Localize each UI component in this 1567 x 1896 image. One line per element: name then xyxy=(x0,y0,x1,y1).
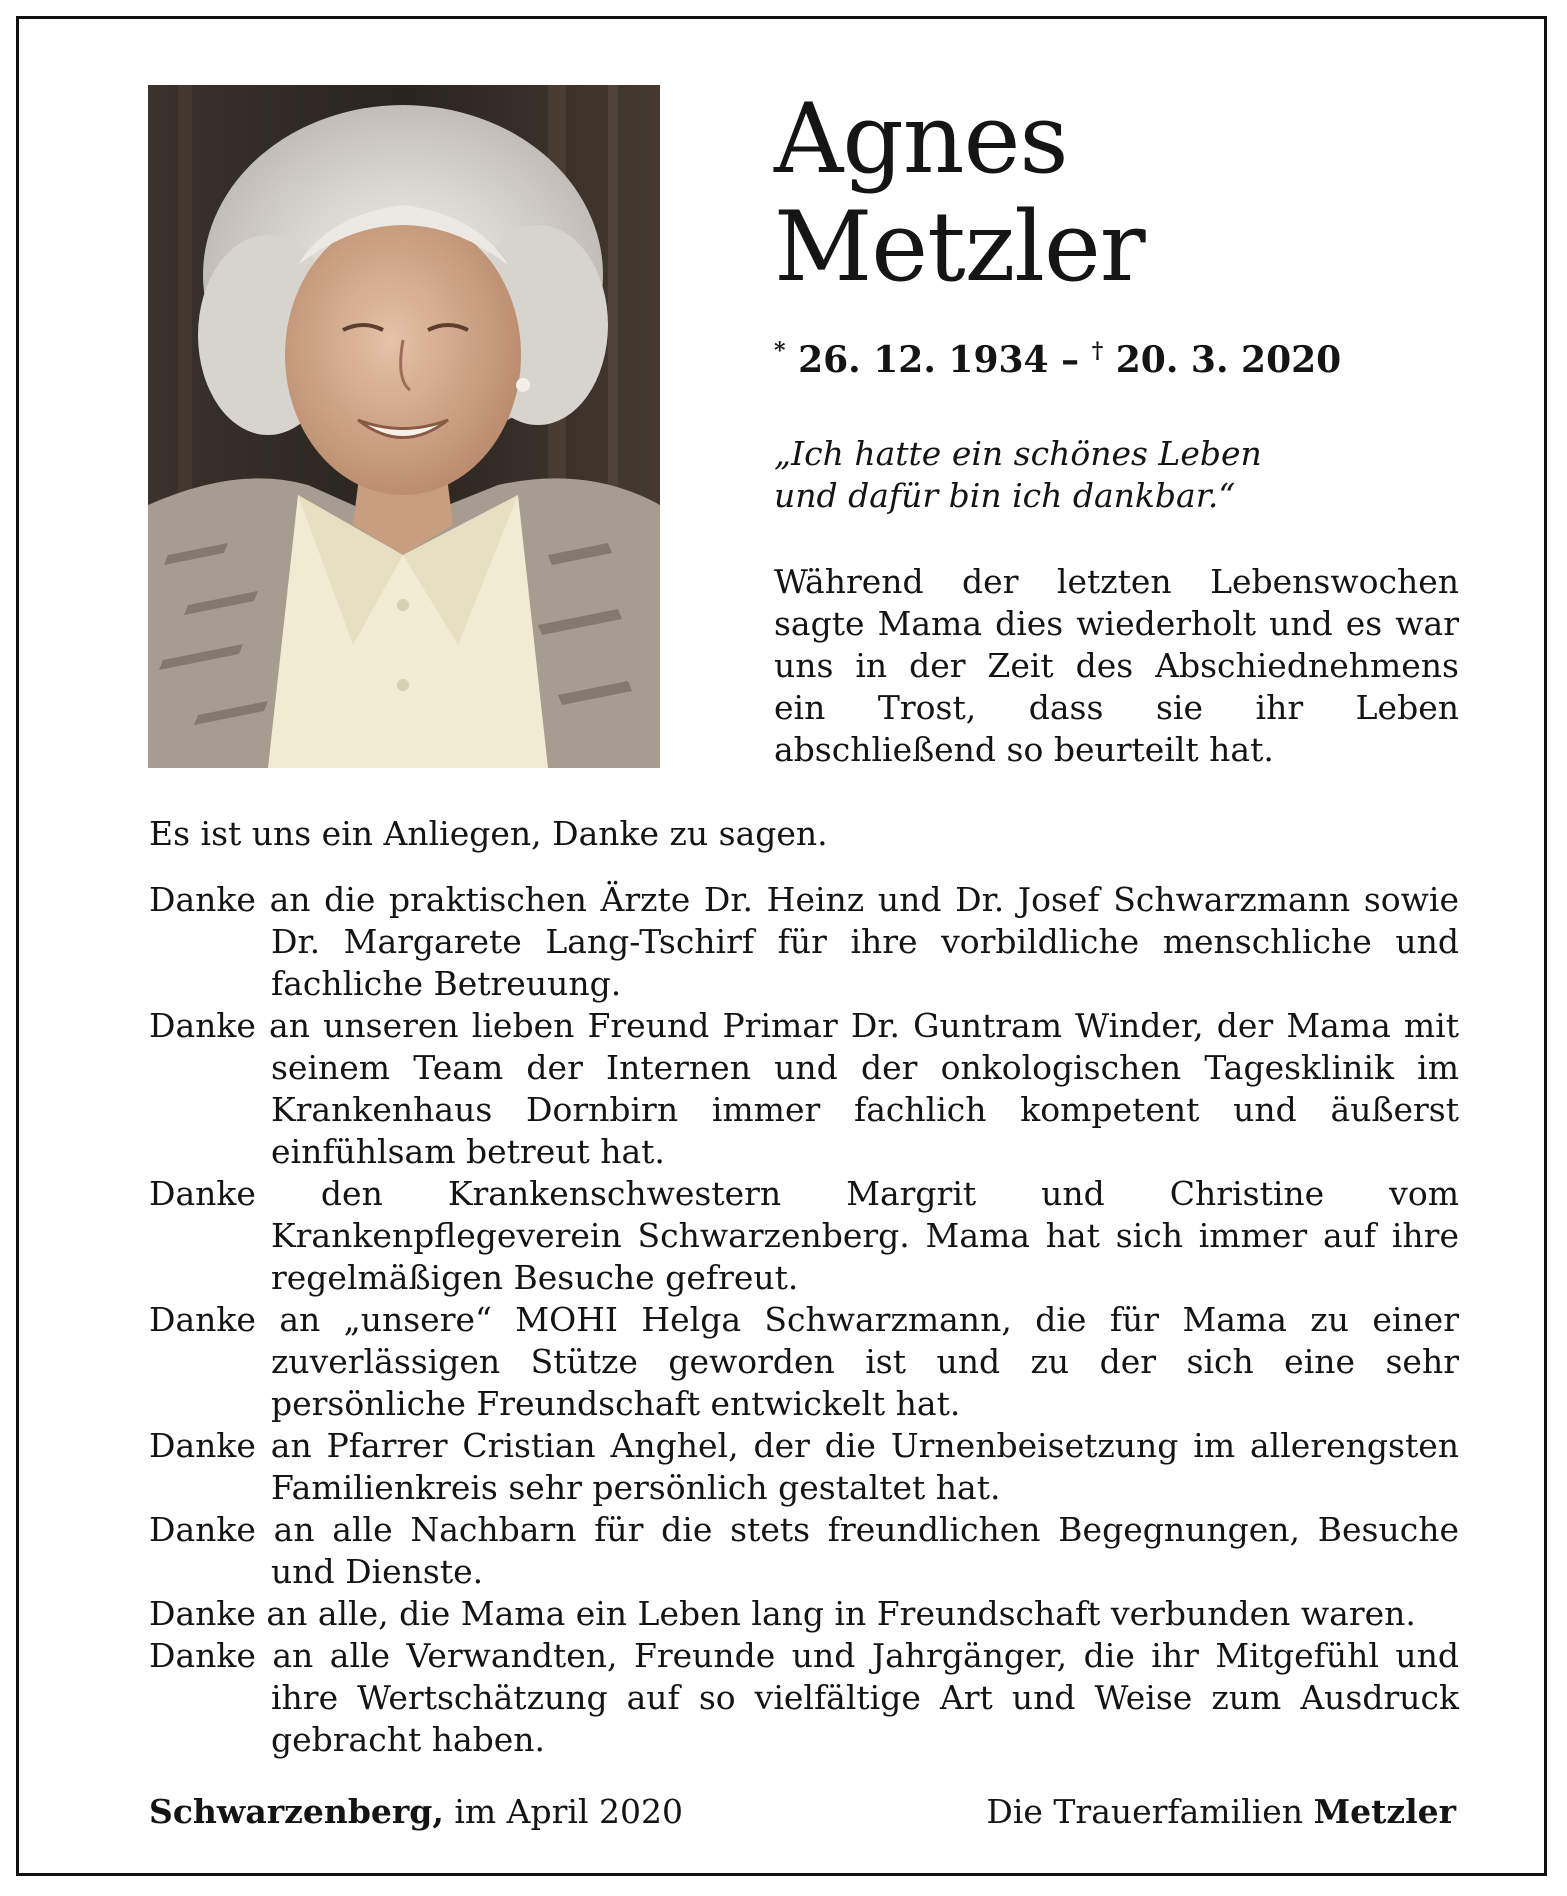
life-dates xyxy=(774,329,1341,382)
thanks-item: Danke an Pfarrer Cristian Anghel, der die Urnenbeisetzung im allerengsten Familienkreis sehr persönlich gestaltet hat. xyxy=(149,1426,1459,1507)
last-name: Metzler xyxy=(774,191,1145,303)
intro-paragraph: Während der letzten Lebenswochen sagte Mama dies wiederholt und es war uns in der Zeit des Abschiednehmens ein Trost, dass sie ihr Leben abschließend so beurteilt hat. xyxy=(774,562,1459,769)
thanks-lead: Es ist uns ein Anliegen, Danke zu sagen. xyxy=(149,814,828,853)
thanks-item: Danke an „unsere“ MOHI Helga Schwarzmann, die für Mama zu einer zuverlässigen Stütze geworden ist und zu der sich eine sehr persönliche Freundschaft entwickelt hat. xyxy=(149,1300,1459,1423)
date: im April 2020 xyxy=(454,1792,683,1831)
first-name: Agnes xyxy=(774,83,1068,195)
thanks-item: Danke an unseren lieben Freund Primar Dr. Guntram Winder, der Mama mit seinem Team der Internen und der onkologischen Tagesklinik im Krankenhaus Dornbirn immer fachlich kompetent und äußerst einfühlsam betreut hat. xyxy=(149,1006,1459,1171)
thanks-item: Danke den Krankenschwestern Margrit und Christine vom Krankenpflegeverein Schwarzenberg. Mama hat sich immer auf ihre regelmäßigen Besuche gefreut. xyxy=(149,1174,1459,1297)
birth-mark: * xyxy=(774,338,786,364)
quote-line-2: und dafür bin ich dankbar.“ xyxy=(774,476,1236,515)
family-name: Metzler xyxy=(1313,1792,1456,1831)
thanks-item: Danke an alle Nachbarn für die stets freundlichen Begegnungen, Besuche und Dienste. xyxy=(149,1510,1459,1591)
place-date xyxy=(149,1791,683,1833)
thanks-item: Danke an die praktischen Ärzte Dr. Heinz und Dr. Josef Schwarzmann sowie Dr. Margarete Lang-Tschirf für ihre vorbildliche menschliche und fachliche Betreuung. xyxy=(149,880,1459,1003)
obituary-page xyxy=(16,16,1547,1876)
quote xyxy=(774,433,1474,517)
family-prefix: Die Trauerfamilien xyxy=(986,1792,1304,1831)
birth-date: 26. 12. 1934 xyxy=(798,339,1049,381)
date-separator: – xyxy=(1061,339,1080,381)
thanks-item: Danke an alle Verwandten, Freunde und Jahrgänger, die ihr Mitgefühl und ihre Wertschätzung auf so vielfältige Art und Weise zum Ausdruck gebracht haben. xyxy=(149,1636,1459,1759)
death-mark: † xyxy=(1091,338,1104,364)
thanks-item: Danke an alle, die Mama ein Leben lang in Freundschaft verbunden waren. xyxy=(149,1594,1416,1633)
death-date: 20. 3. 2020 xyxy=(1115,339,1342,381)
place: Schwarzenberg, xyxy=(149,1792,444,1831)
thanks-list xyxy=(149,879,1459,1761)
portrait-photo xyxy=(148,85,660,768)
quote-line-1: „Ich hatte ein schönes Leben xyxy=(774,434,1262,473)
family-signature xyxy=(986,1791,1456,1833)
deceased-name xyxy=(774,85,1145,301)
